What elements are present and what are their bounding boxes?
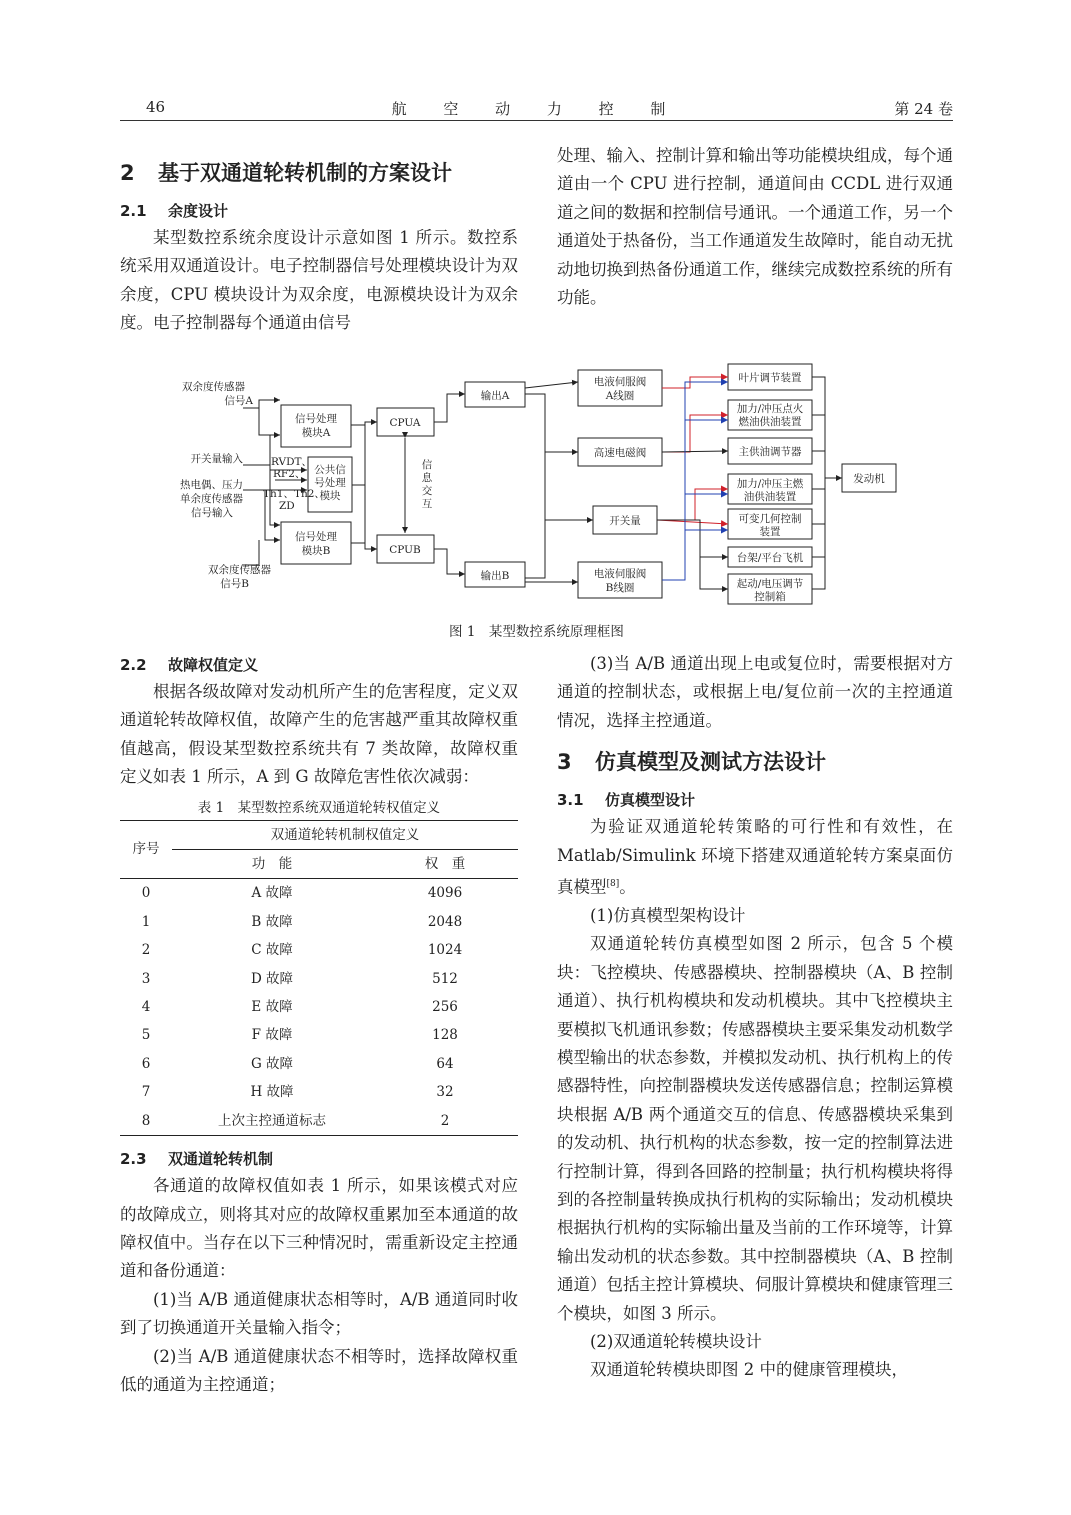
label-rvdt-1: RVDT、: [271, 456, 313, 468]
label-th-2: ZD: [279, 500, 295, 512]
label-switch: 开关量: [609, 515, 641, 527]
table-1: [120, 820, 518, 1136]
label-act6: 台架/平台飞机: [736, 552, 804, 564]
header-rule: [120, 120, 953, 121]
figure-1-caption: 图 1 某型数控系统原理框图: [449, 624, 624, 640]
paragraph: 双通道轮转仿真模型如图 2 所示，包含 5 个模块：飞控模块、传感器模块、控制器模块（A、B 控制通道）、执行机构模块和发动机模块。其中飞控模块主要模拟飞机通讯参数；传感器模块主要采集发动机数学模型输出的状态参数，并模拟发动机、执行机构上的传感器特性，向控制器模块发送传感器信息；控制运算模块根据 A/B 两个通道交互的信息、传感器模块采集到的发动机、执行机构的状态参数，按一定的控制算法进行控制计算，得到各回路的控制量；执行机构模块将得到的各控制量转换成执行机构的实际输出；发动机模块根据执行机构的实际输出量及当前的工作环境等，计算输出发动机的状态参数。其中控制器模块（A、B 控制通道）包括主控计算模块、伺服计算模块和健康管理三个模块，如图 3 所示。: [557, 934, 953, 1323]
label-act5-1: 可变几何控制: [738, 513, 802, 525]
section-2-2-heading: 2.2 故障权值定义: [120, 656, 259, 674]
journal-name: 航 空 动 力 控 制: [391, 100, 682, 118]
table-row: 7 H 故障 32: [141, 1084, 454, 1101]
label-rvdt-2: RF2、: [273, 468, 306, 480]
label-sp-a-1: 信号处理: [295, 413, 337, 425]
column-top-left: [120, 150, 518, 338]
label-cpu-a: CPUA: [389, 417, 421, 429]
label-act4-2: 油供油装置: [743, 491, 797, 503]
section-2-1-heading: 2.1 余度设计: [120, 202, 229, 220]
section-3-heading: 3 仿真模型及测试方法设计: [557, 750, 826, 775]
table-row: 3 D 故障 512: [141, 970, 458, 987]
label-sensor-a-1: 双余度传感器: [182, 381, 245, 393]
subheading: (2)双通道轮转模块设计: [590, 1332, 762, 1352]
label-act5-2: 装置: [759, 526, 781, 538]
list-item: (2)当 A/B 通道健康状态不相等时，选择故障权重低的通道为主控通道；: [120, 1346, 518, 1394]
paragraph: 根据各级故障对发动机所产生的危害程度，定义双通道轮转故障权值，故障产生的危害越严重其故障权重值越高，假设某型数控系统共有 7 类故障，故障权重定义如表 1 所示，A 到 G 故障危害性依次减弱：: [120, 682, 518, 787]
paragraph: 各通道的故障权值如表 1 所示，如果该模式对应的故障成立，则将其对应的故障权重累加至本通道的故障权值中。当存在以下三种情况时，需重新设定主控通道和备份通道：: [120, 1176, 518, 1281]
label-common-3: 模块: [319, 490, 341, 502]
label-servo-b-2: B线圈: [605, 582, 635, 594]
label-common-1: 公共信: [314, 464, 346, 476]
table-row: 4 E 故障 256: [141, 999, 458, 1016]
label-sp-b-1: 信号处理: [295, 531, 337, 543]
volume-label: 第 24 卷: [894, 100, 953, 118]
running-header: [120, 98, 953, 120]
section-2-3-heading: 2.3 双通道轮转机制: [120, 1150, 274, 1169]
section-2-heading: 2 基于双通道轮转机制的方案设计: [120, 161, 452, 185]
label-thermo-1: 热电偶、压力: [180, 479, 243, 491]
label-sensor-a-2: 信号A: [224, 395, 253, 407]
col-header-group: 双通道轮转机制权值定义: [172, 820, 518, 849]
paragraph: 处理、输入、控制计算和输出等功能模块组成，每个通道由一个 CPU 进行控制，通道间由 CCDL 进行双通道之间的数据和控制信号通讯。一个通道工作，另一个通道处于热备份，当工作通道发生故障时，能自动无扰动地切换到热备份通道工作，继续完成数控系统的所有功能。: [557, 146, 953, 308]
col-header-weight: 权 重: [424, 856, 466, 873]
label-act1: 叶片调节装置: [738, 372, 802, 384]
table-row: 5 F 故障 128: [141, 1027, 458, 1044]
list-item: (1)当 A/B 通道健康状态相等时，A/B 通道同时收到了切换通道开关量输入指令；: [120, 1289, 518, 1338]
section-3-1-heading: 3.1 仿真模型设计: [557, 791, 696, 810]
label-switch-in: 开关量输入: [190, 453, 243, 465]
label-cpu-b: CPUB: [389, 544, 421, 556]
label-solenoid: 高速电磁阀: [593, 447, 647, 459]
label-act4-1: 加力/冲压主燃: [736, 478, 804, 490]
label-ccdl-4: 互: [421, 498, 433, 510]
paragraph: 双通道轮转模块即图 2 中的健康管理模块，: [590, 1360, 908, 1380]
label-thermo-2: 单余度传感器: [180, 493, 243, 505]
label-act7-1: 起动/电压调节: [736, 578, 804, 590]
list-item: (3)当 A/B 通道出现上电或复位时，需要根据对方通道的控制状态，或根据上电/复位前一次的主控通道情况，选择主控通道。: [557, 654, 953, 730]
signal-processing-b-box: [281, 522, 351, 564]
label-ccdl-3: 交: [421, 485, 433, 497]
table-row: 1 B 故障 2048: [141, 913, 463, 930]
table-row: 6 G 故障 64: [141, 1055, 454, 1072]
label-act2-2: 燃油供油装置: [738, 416, 802, 428]
label-sp-a-2: 模块A: [301, 427, 331, 439]
signal-processing-a-box: [281, 405, 351, 447]
label-th-1: Th1、Th2、: [263, 488, 325, 500]
column-bottom-left: [120, 650, 518, 1399]
label-engine: 发动机: [853, 473, 885, 485]
page-number: 46: [146, 98, 166, 116]
label-act2-1: 加力/冲压点火: [736, 403, 804, 415]
figure-1-diagram: [175, 360, 900, 610]
label-servo-b-1: 电液伺服阀: [593, 568, 647, 580]
label-sensor-b-2: 信号B: [220, 578, 249, 590]
label-ccdl-1: 信: [421, 459, 433, 471]
paragraph: 为验证双通道轮转策略的可行性和有效性，在 Matlab/Simulink 环境下搭建双通道轮转方案桌面仿真模型[8]。: [557, 817, 953, 897]
table-row: 8 上次主控通道标志 2: [120, 1107, 518, 1136]
paragraph: 某型数控系统余度设计示意如图 1 所示。数控系统采用双通道设计。电子控制器信号处理模块设计为双余度，CPU 模块设计为双余度，电源模块设计为双余度。电子控制器每个通道由信号: [120, 228, 518, 333]
citation[interactable]: [8]: [606, 879, 620, 890]
table-row: 2 C 故障 1024: [141, 942, 463, 959]
column-top-right: [557, 142, 953, 312]
label-servo-a-1: 电液伺服阀: [593, 376, 647, 388]
label-ccdl-2: 息: [421, 472, 433, 484]
label-out-a: 输出A: [480, 390, 510, 402]
subheading: (1)仿真模型架构设计: [590, 905, 746, 925]
column-bottom-right: [557, 650, 953, 1385]
label-act3: 主供油调节器: [738, 446, 802, 458]
table-row: 0 A 故障 4096: [141, 885, 463, 902]
label-thermo-3: 信号输入: [191, 507, 233, 519]
label-sensor-b-1: 双余度传感器: [208, 564, 271, 576]
col-header-function: 功 能: [251, 856, 293, 873]
table-1-caption: 表 1 某型数控系统双通道轮转权值定义: [197, 799, 441, 816]
label-out-b: 输出B: [480, 570, 510, 582]
col-header-seq: 序号: [120, 820, 172, 879]
label-act7-2: 控制箱: [754, 591, 786, 603]
label-common-2: 号处理: [314, 477, 346, 489]
label-sp-b-2: 模块B: [301, 545, 331, 557]
label-servo-a-2: A线圈: [605, 390, 635, 402]
